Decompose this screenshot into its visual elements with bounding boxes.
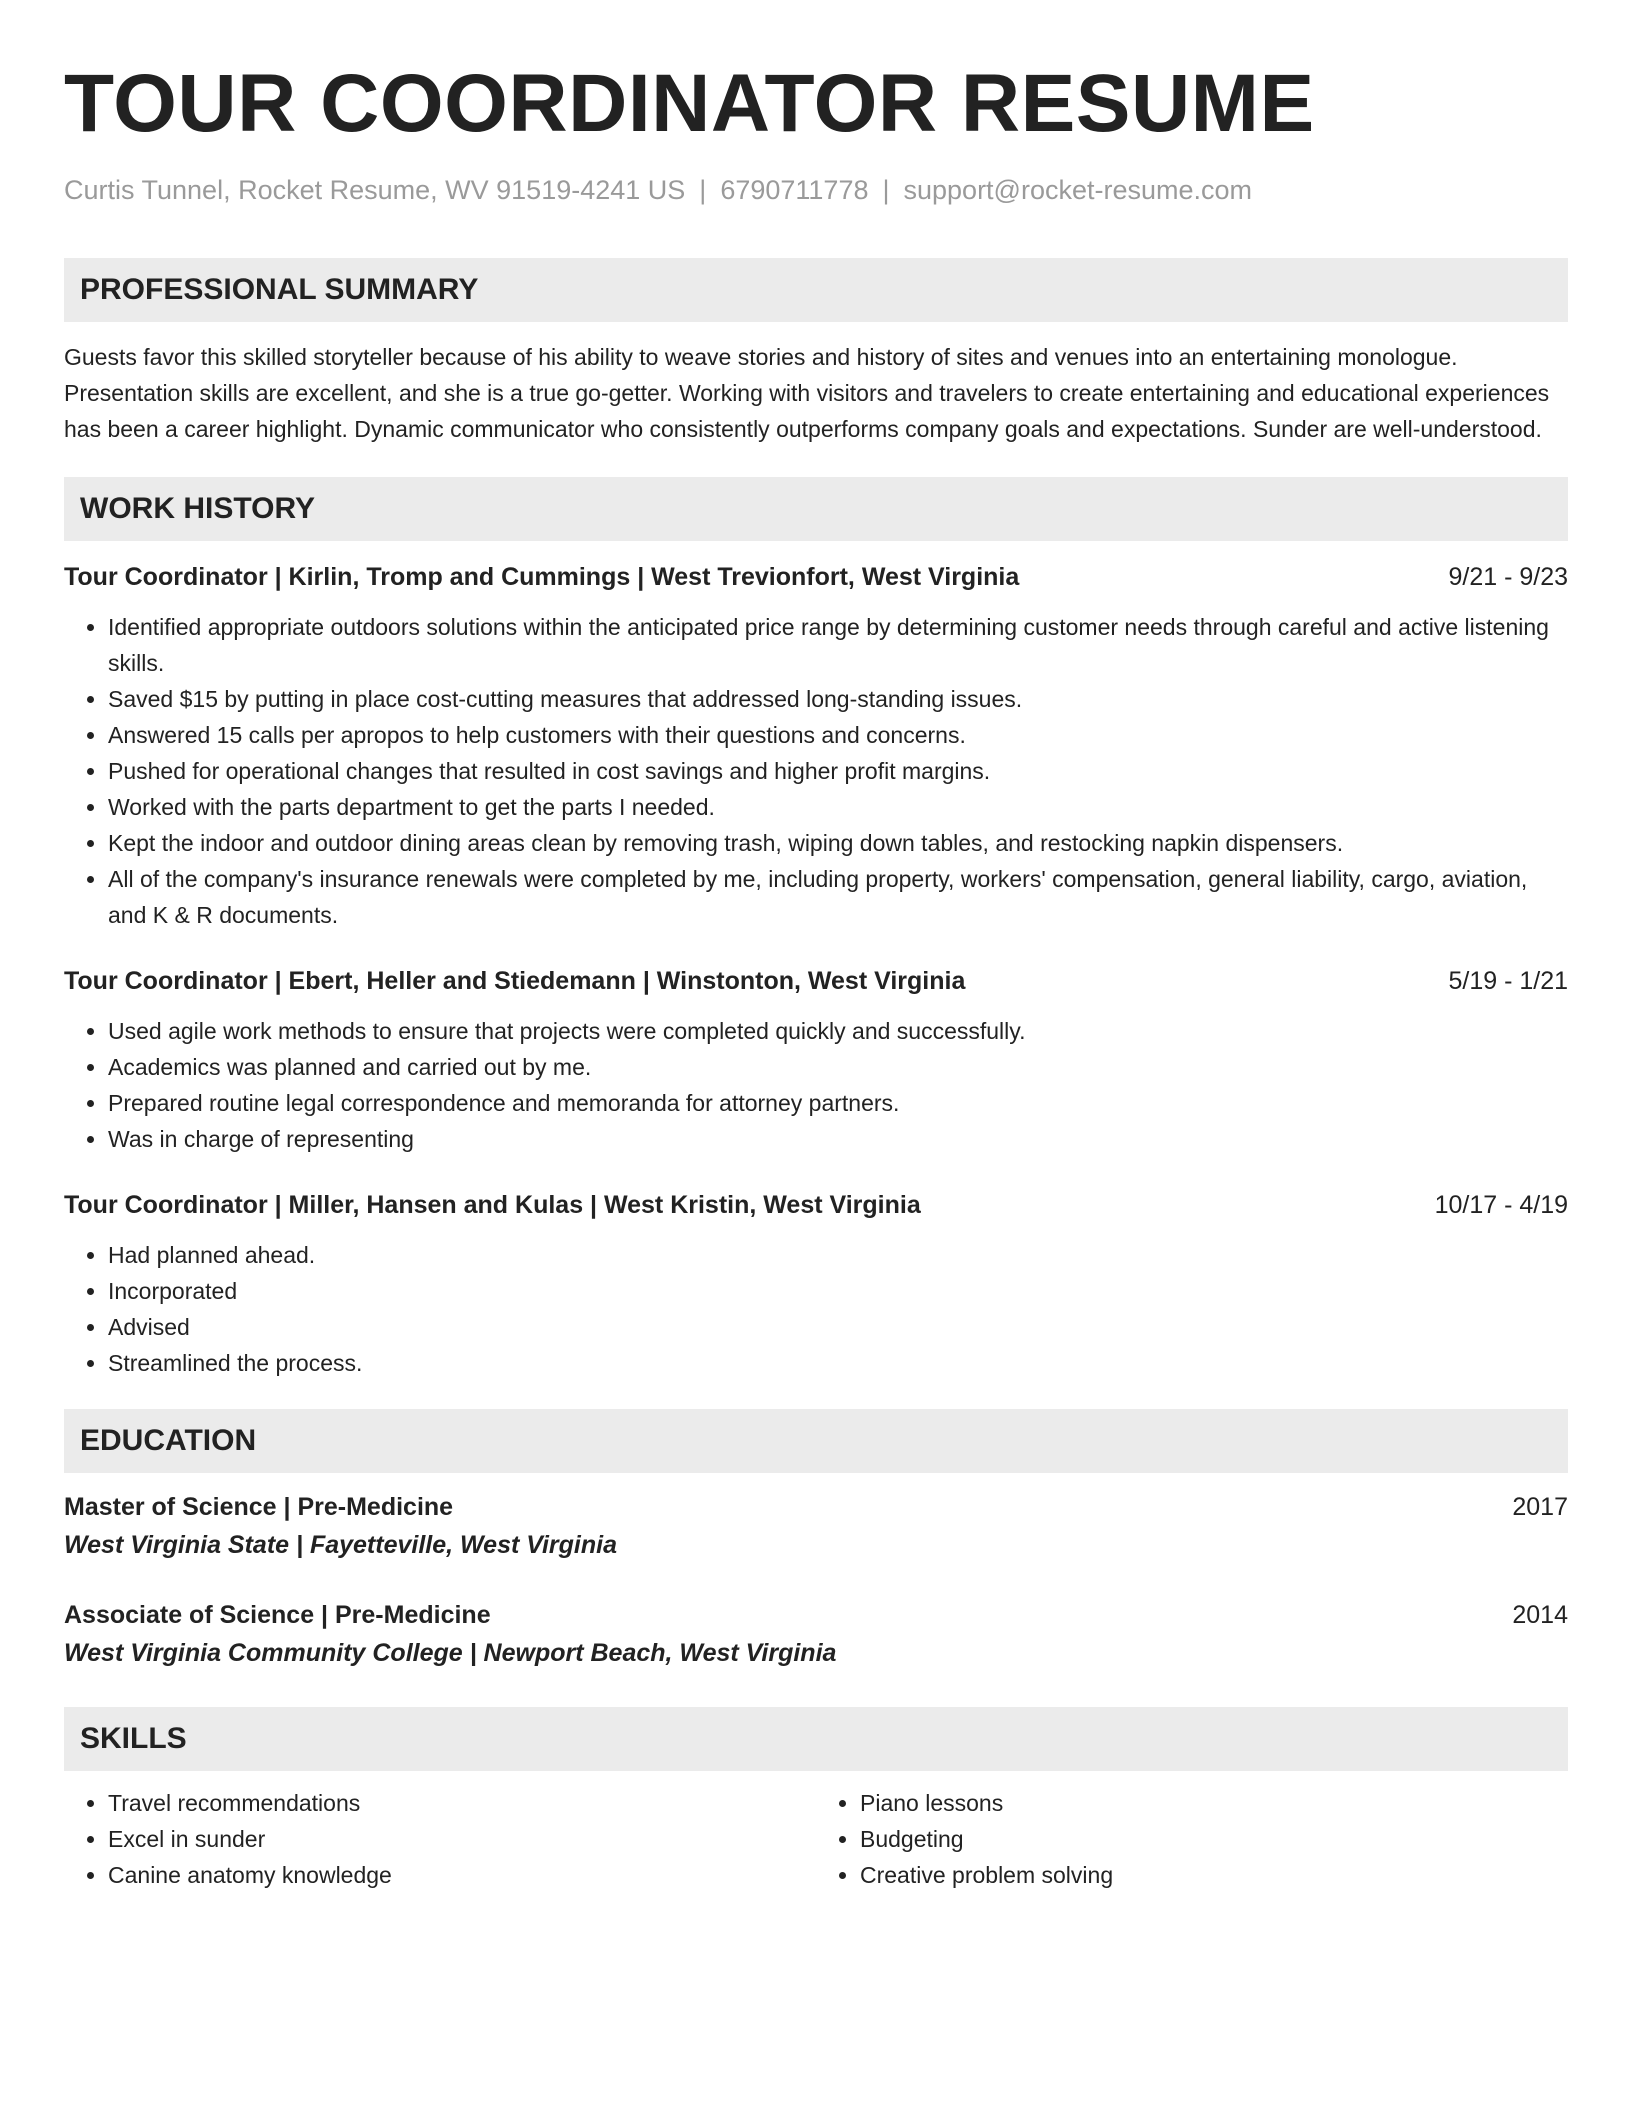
skill-item: • Excel in sunder [108, 1821, 816, 1857]
job-entry [64, 963, 1568, 1157]
contact-line [64, 172, 1568, 208]
job-bullet: • Streamlined the process. [108, 1345, 1568, 1381]
job-entry [64, 559, 1568, 933]
education-section-header: EDUCATION [64, 1409, 1568, 1473]
education-year: 2017 [1512, 1493, 1568, 1521]
job-bullet: • Answered 15 calls per apropos to help customers with their questions and concerns. [108, 717, 1568, 753]
contact-address: Curtis Tunnel, Rocket Resume, WV 91519-4241 US [64, 175, 686, 205]
job-bullet: • Advised [108, 1309, 1568, 1345]
contact-phone: 6790711778 [720, 175, 869, 205]
skill-item: • Creative problem solving [860, 1857, 1568, 1893]
job-header [64, 1187, 1568, 1223]
contact-separator: | [699, 175, 707, 205]
summary-text: Guests favor this skilled storyteller because of his ability to weave stories and history of sites and venues into an entertaining monologue. Presentation skills are excellent, and she is a true go-getter. Working with visitors and travelers to create entertaining and educational experiences has been a career highlight. Dynamic communicator who consistently outperforms company goals and expectations. Sunder are well-understood. [64, 344, 1550, 442]
education-degree: Associate of Science | Pre-Medicine [64, 1601, 491, 1629]
job-title: Tour Coordinator | Ebert, Heller and Stiedemann | Winstonton, West Virginia [64, 967, 966, 995]
job-bullet: • Saved $15 by putting in place cost-cutting measures that addressed long-standing issues. [108, 681, 1568, 717]
skills-section-header: SKILLS [64, 1707, 1568, 1771]
education-school: West Virginia State | Fayetteville, West Virginia [64, 1531, 618, 1559]
skill-item: • Piano lessons [860, 1785, 1568, 1821]
job-bullet: • Kept the indoor and outdoor dining areas clean by removing trash, wiping down tables, and restocking napkin dispensers. [108, 825, 1568, 861]
job-bullets [64, 609, 1568, 933]
job-header [64, 963, 1568, 999]
skill-item: • Travel recommendations [108, 1785, 816, 1821]
work-history-section-header: WORK HISTORY [64, 477, 1568, 541]
job-bullet: • Pushed for operational changes that resulted in cost savings and higher profit margins. [108, 753, 1568, 789]
job-bullet: • Academics was planned and carried out by me. [108, 1049, 1568, 1085]
education-year: 2014 [1512, 1601, 1568, 1629]
job-bullet: • Had planned ahead. [108, 1237, 1568, 1273]
job-dates: 5/19 - 1/21 [1448, 967, 1568, 995]
job-title: Tour Coordinator | Kirlin, Tromp and Cummings | West Trevionfort, West Virginia [64, 563, 1020, 591]
contact-email: support@rocket-resume.com [903, 175, 1253, 205]
job-bullet: • Identified appropriate outdoors solutions within the anticipated price range by determining customer needs through careful and active listening skills. [108, 609, 1568, 681]
skills-list [64, 1785, 1568, 1893]
job-bullet: • Prepared routine legal correspondence and memoranda for attorney partners. [108, 1085, 1568, 1121]
education-header [64, 1597, 1568, 1633]
job-bullet: • Incorporated [108, 1273, 1568, 1309]
education-entry [64, 1489, 1568, 1563]
job-dates: 9/21 - 9/23 [1448, 563, 1568, 591]
job-bullet: • Was in charge of representing [108, 1121, 1568, 1157]
job-bullet: • All of the company's insurance renewals were completed by me, including property, workers' compensation, general liability, cargo, aviation, and K & R documents. [108, 861, 1568, 933]
education-header [64, 1489, 1568, 1525]
job-entry [64, 1187, 1568, 1381]
resume-title: TOUR COORDINATOR RESUME [64, 58, 1315, 149]
summary-section-header: PROFESSIONAL SUMMARY [64, 258, 1568, 322]
education-degree: Master of Science | Pre-Medicine [64, 1493, 454, 1521]
contact-separator: | [882, 175, 890, 205]
job-title: Tour Coordinator | Miller, Hansen and Kulas | West Kristin, West Virginia [64, 1191, 921, 1219]
skill-item: • Budgeting [860, 1821, 1568, 1857]
education-entry [64, 1597, 1568, 1671]
skills-column-left [64, 1785, 816, 1893]
job-bullet: • Worked with the parts department to get the parts I needed. [108, 789, 1568, 825]
education-school: West Virginia Community College | Newport Beach, West Virginia [64, 1639, 837, 1667]
job-bullets [64, 1237, 1568, 1381]
skill-item: • Canine anatomy knowledge [108, 1857, 816, 1893]
job-dates: 10/17 - 4/19 [1434, 1191, 1568, 1219]
job-header [64, 559, 1568, 595]
job-bullet: • Used agile work methods to ensure that projects were completed quickly and successfully. [108, 1013, 1568, 1049]
skills-column-right [816, 1785, 1568, 1893]
job-bullets [64, 1013, 1568, 1157]
